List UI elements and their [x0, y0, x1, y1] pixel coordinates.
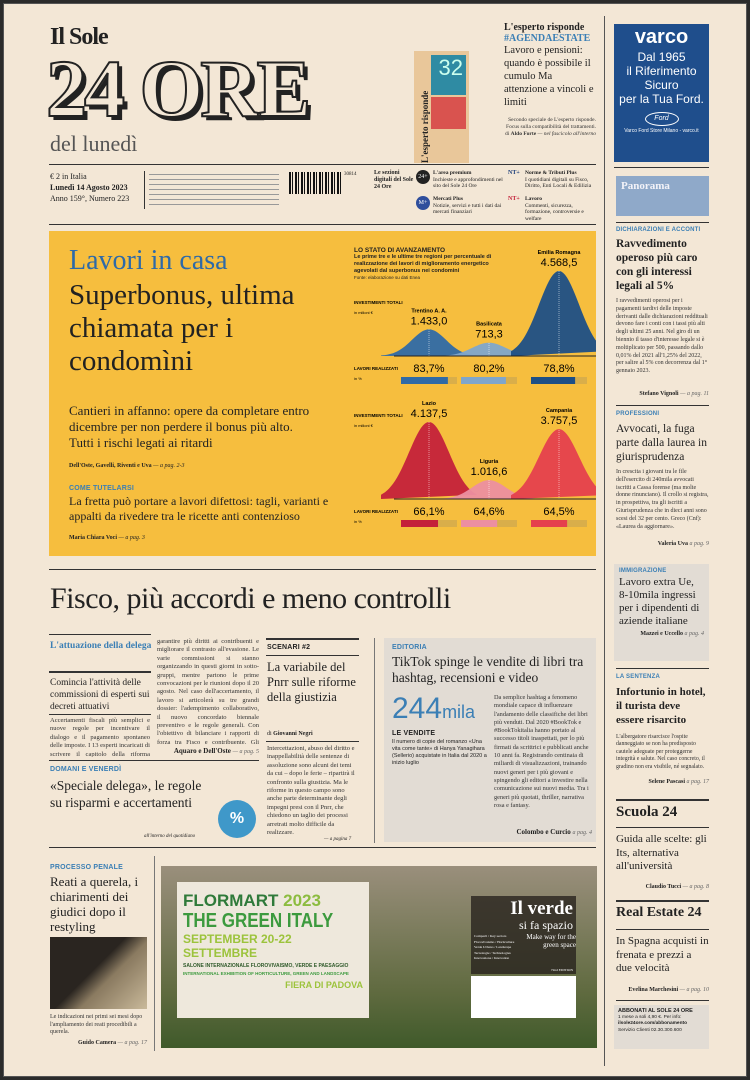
price-supplements-fineprint [149, 172, 279, 208]
stat-desc: Il numero di copie del romanzo «Una vita come tante» di Hanya Yanagihara (Sellerio) acquistate in Italia dal 2020 a inizio luglio [392, 739, 487, 766]
edition-label: 72nd EDITION [550, 968, 573, 972]
percent-label: 83,7% [413, 363, 445, 375]
sub-headline: La fretta può portare a lavori difettosi: tagli, varianti e appalti da rivedere tra le ricette anti contenzioso [69, 494, 329, 523]
scenari-page-ref: — a pagina 7 [324, 837, 352, 842]
barcode-code: 30814 [344, 172, 357, 177]
subscribe-line1: 1 mese a soli 4,90 €. Per info: [618, 1014, 682, 1020]
subscribe-box[interactable] [614, 1005, 709, 1049]
digital-sections-label: Le sezioni digitali del Sole 24 Ore [374, 170, 414, 190]
s4-byline: Selene Pascasi a pag. 17 [648, 779, 709, 785]
promo-kicker: L'esperto risponde [504, 22, 585, 33]
flormart-ad[interactable] [161, 866, 597, 1048]
percent-label: 64,5% [543, 506, 575, 518]
fisco-kicker: L'attuazione della delega [50, 641, 152, 651]
tagline-2: si fa spazio [519, 918, 573, 932]
ad-line4: per la Tua Ford. [619, 92, 704, 106]
tagline-panel [471, 896, 576, 974]
scenari-kicker: SCENARI #2 [267, 644, 311, 651]
s3-story[interactable] [614, 564, 709, 661]
digital-item[interactable]: NT+ Norme & Tributi Plus I quotidiani digitali su Fisco, Diritto, Enti Locali & Edilizia [508, 170, 592, 189]
digital-item[interactable]: NT+ Lavoro Commenti, sicurezza, formazione, controversie e welfare [508, 196, 584, 222]
cover-number: 32 [431, 55, 466, 95]
digital-item[interactable]: 24+ L'area premium Inchieste e approfondimenti nel sito del Sole 24 Ore [416, 170, 504, 190]
flormart-line3: SALONE INTERNAZIONALE FLOROVIVAISMO, VERDE E PAESAGGIO [183, 963, 349, 969]
investment-label: 1.433,0 [410, 315, 448, 328]
curve-emilia-romagna [511, 271, 596, 356]
flormart-line1: THE GREEN ITALY [183, 910, 334, 932]
ad-line1: Dal 1965 [637, 50, 686, 64]
processo-body: Le indicazioni nei primi sei mesi dopo l'ampliamento dei reati procedibili a querela. [50, 1014, 143, 1035]
region-label: Trentino A. A. [411, 308, 447, 315]
flormart-venue: FIERA DI PADOVA [285, 980, 363, 990]
issue-date: Lunedì 14 Agosto 2023 [50, 183, 128, 192]
ford-logo: Ford [645, 112, 679, 126]
digital-sections [416, 170, 596, 220]
tagline-1: Il verde [510, 898, 573, 919]
s3-headline: Lavoro extra Ue, 8-10mila ingressi per i dipendenti di aziende italiane [619, 576, 700, 627]
lead-kicker: Lavori in casa [69, 245, 228, 276]
flormart-line2: SEPTEMBER 20-22 SETTEMBRE [183, 932, 292, 960]
varco-ad[interactable] [614, 24, 709, 162]
axis-label-works: LAVORI REALIZZATI [354, 509, 398, 514]
issue-info [50, 171, 140, 204]
nt-lavoro-badge-icon: NT+ [508, 196, 520, 202]
scuola-section[interactable]: Scuola 24 [616, 804, 678, 820]
axis-label-investment: INVESTIMENTI TOTALI [354, 413, 403, 418]
mercati-badge-icon: M+ [416, 196, 430, 210]
percent-graphic-icon: % [218, 800, 256, 838]
chart-subtitle: Le prime tre e le ultime tre regioni per percentuale di realizzazione dei lavori di miglioramento energetico agevolati dal superbonus nei condomini [354, 254, 492, 274]
sponsor-logos [471, 976, 576, 1018]
curve-campania [511, 429, 596, 499]
subscribe-title: ABBONATI AL SOLE 24 ORE [618, 1008, 693, 1014]
fisco-subhead: Comincia l'attività delle commissioni di esperti sui decreti attuativi [50, 678, 150, 712]
flormart-line4: INTERNATIONAL EXHIBITION OF HORTICULTURE, GREEN AND LANDSCAPE [183, 971, 349, 976]
investment-label: 4.137,5 [410, 408, 448, 421]
tiktok-headline: TikTok spinge le vendite di libri tra hashtag, recensioni e video [392, 654, 584, 685]
percent-bar-fill [401, 520, 438, 527]
percent-bar-fill [531, 520, 567, 527]
fisco-byline: Aquaro e Dell'Oste — a pag. 5 [173, 747, 259, 755]
s2-kicker: PROFESSIONI [616, 411, 660, 417]
axis-label-works-unit: in % [354, 376, 362, 381]
price: € 2 in Italia [50, 172, 87, 181]
region-label: Lazio [421, 401, 437, 408]
axis-label-works: LAVORI REALIZZATI [354, 366, 398, 371]
panorama-header: Panorama [616, 176, 709, 216]
tagline-en: Make way for the green space [526, 933, 576, 949]
region-label: Liguria [479, 459, 499, 466]
fisco-body-2: garantire più diritti ai contribuenti e migliorare il contrasto all'evasione. Le varie commissioni si stanno organizzando in questi giorni in sotto-gruppi, mentre partono le prime convocazioni per le riunioni dopo il 20 agosto. Nel caso dell'accertamento, il lavoro si articolerà su tre grandi dossier: l'adempimento collaborativo, il nuovo concordato biennale preventivo e le regole generali. Con l'obiettivo di bilanciare i rapporti di forza tra Fisco e contribuente. Gli [157, 638, 259, 746]
fisco-body-1: Accertamenti fiscali più semplici e nuove regole per incentivare il dialogo e il pagamento spontaneo delle imposte. I 13 esperti incaricati di scrivere il capitolo della riforma [50, 717, 150, 757]
scenari-headline[interactable]: La variabile del Pnrr sulle riforme della giustizia [267, 660, 356, 704]
region-label: Campania [545, 408, 573, 415]
percent-label: 80,2% [473, 363, 505, 375]
scuola-headline[interactable]: Guida alle scelte: gli Its, alternativa all'università [616, 833, 707, 872]
promo-block[interactable] [504, 22, 596, 138]
premium-badge-icon: 24+ [416, 170, 430, 184]
investment-label: 3.757,5 [540, 415, 578, 428]
investment-chart [349, 231, 596, 556]
lead-headline: Superbonus, ultima chiamata per i condomìni [69, 279, 295, 377]
s1-kicker: DICHIARAZIONI E ACCONTI [616, 227, 701, 233]
flormart-brand: FLORMART 2023 [183, 891, 321, 910]
realestate-byline: Evelina Marchesini — a pag. 10 [628, 987, 709, 993]
percent-bar-fill [461, 377, 506, 384]
chart-source: Fonte: elaborazione su dati Enea [354, 275, 421, 280]
barcode [289, 172, 341, 194]
s4-headline[interactable]: Infortunio in hotel, il turista deve essere risarcito [616, 686, 706, 726]
s4-body: L'albergatore risarcisce l'ospite danneggiato se non ha predisposto cautele adeguate per proteggerne integrità e salute. Nel caso concreto, il gradino non era visibile, né segnalato. [616, 734, 705, 770]
percent-bar-fill [531, 377, 575, 384]
cover-title: L'esperto risponde [420, 90, 430, 163]
speciale-note: all'interno del quotidiano [144, 834, 196, 839]
processo-byline: Guido Camera — a pag. 17 [77, 1040, 147, 1046]
tiktok-byline: Colombo e Curcio a pag. 4 [516, 828, 592, 836]
investment-label: 713,3 [475, 328, 503, 341]
percent-label: 66,1% [413, 506, 445, 518]
s1-byline: Stefano Vignoli — a pag. 11 [639, 391, 709, 397]
promo-body: Secondo speciale de L'esperto risponde. Focus sulla compatibilità del trattamenti. di Aldo Forte — nel fascicolo all'interno [504, 117, 596, 137]
s3-kicker: IMMIGRAZIONE [619, 568, 667, 574]
flormart-panel [177, 882, 369, 1018]
brand-logo: 24 ORE [46, 43, 309, 134]
realestate-section[interactable]: Real Estate 24 [616, 905, 702, 920]
percent-label: 78,8% [543, 363, 575, 375]
judge-photo [50, 937, 147, 1009]
investment-label: 4.568,5 [540, 257, 578, 269]
newspaper-front-page [3, 3, 747, 1077]
chart-title: LO STATO DI AVANZAMENTO [354, 247, 446, 254]
digital-item[interactable]: M+ Mercati Plus Notizie, servizi e tutti i dati dai mercati finanziari [416, 196, 504, 216]
speciale-kicker: DOMANI E VENERDÌ [50, 766, 122, 773]
promo-headline: Lavoro e pensioni: quando è possibile il cumulo Ma attenzione a vincoli e limiti [504, 45, 594, 108]
lead-story[interactable] [49, 231, 596, 556]
percent-bar-fill [461, 520, 497, 527]
processo-kicker: PROCESSO PENALE [50, 864, 124, 871]
s1-body: I ravvedimenti operosi per i pagamenti tardivi delle imposte derivanti dalle dichiarazioni reddituali devono fare i conti con i tassi più alti degli ultimi 25 anni. Nel giro di un biennio il tasso d'interesse legale si è moltiplicato per 500, passando dallo 0,01% del 2021 all'1,25% del 2022, per salire al 5% con decorrenza dal 1° gennaio 2023. [616, 298, 708, 375]
s2-byline: Valeria Uva a pag. 9 [657, 541, 709, 547]
fisco-headline[interactable]: Fisco, più accordi e meno controlli [50, 582, 451, 615]
tiktok-story[interactable] [384, 638, 596, 842]
realestate-headline[interactable]: In Spagna acquisti in frenata e prezzi a due velocità [616, 935, 709, 974]
issue-number: Anno 159°, Numero 223 [50, 194, 130, 203]
ad-line3: Sicuro [644, 78, 679, 92]
edition-name: del lunedì [50, 131, 138, 156]
sub-kicker: COME TUTELARSI [69, 485, 135, 492]
s2-body: In crescita i giovani tra le file dell'esercito di 240mila avvocati iscritti a Cassa forense (ma molte donne rinunciano). Il crollo si registra, in prospettiva, tra gli iscritti a Giurisprudenza che in dieci anni sono scesi del 32 per cento. Greco (Cnf): «Laurea da aggiornare». [616, 469, 709, 530]
nt-badge-icon: NT+ [508, 170, 520, 176]
axis-label-investment: INVESTIMENTI TOTALI [354, 300, 403, 305]
axis-label-investment-unit: in milioni € [354, 310, 373, 315]
s2-headline[interactable]: Avvocati, la fuga parte dalla laurea in giurisprudenza [616, 423, 707, 463]
processo-headline[interactable]: Reati a querela, i chiarimenti dei giudici dopo il restyling [50, 874, 139, 934]
big-stat: 244mila [392, 692, 476, 725]
scuola-byline: Claudio Tucci — a pag. 8 [645, 884, 709, 890]
percent-label: 64,6% [473, 506, 505, 518]
ad-line2: il Riferimento [626, 64, 697, 78]
ad-footer: Varco Ford Store Milano - varco.it [624, 128, 699, 134]
sub-byline: Maria Chiara Voci — a pag. 3 [69, 535, 145, 541]
lead-deck: Cantieri in affanno: opere da completare entro dicembre per non perdere il bonus più alto. Tutti i rischi legati ai ritardi [69, 403, 310, 450]
scenari-body: Intercettazioni, abuso del diritto e inappellabilità delle sentenze di assoluzione sono alcuni dei temi da cui – dopo le ferie – ripartirà il confronto sulla giustizia. Ma le riforme in questo campo sono anche parte determinante degli impegni presi con il Pnrr, che chiedono un taglio dei processi arretrati molto difficile da realizzare. [267, 745, 355, 837]
tiktok-body: Da semplice hashtag a fenomeno mondiale capace di influenzare l'andamento delle classifiche dei libri più venduti. Dal 2020 #BookTok e #BookTokitalia hanno portato al successo titoli inaspettati, per lo più firmati da scrittrici e pubblicati anche 10 anni fa. Registrando centinaia di miliardi di visualizzazioni, trainando nuovi generi per i più giovani e spingendo gli editori a investire nella comunicazione sui nuovi media. Tra i generi più quotati, thriller, narrativa rosa e fantasy. [494, 694, 589, 809]
subscribe-phone: Servizio Clienti 02.30.300.600 [618, 1027, 682, 1033]
subscribe-link[interactable]: ilsole24ore.com/abbonamento [618, 1021, 688, 1026]
stat-kicker: LE VENDITE [392, 730, 436, 737]
lead-byline: Dell'Oste, Gavelli, Riventi e Uva — a pag. 2-3 [69, 463, 185, 469]
investment-label: 1.016,6 [470, 466, 508, 479]
promo-hashtag: #AGENDAESTATE [504, 33, 591, 44]
s1-headline[interactable]: Ravvedimento operoso più caro con gli interessi legali al 5% [616, 238, 698, 292]
scenari-author: di Giovanni Negri [267, 731, 313, 737]
region-label: Emilia Romagna [537, 250, 581, 256]
sectors-list: Comparti / Key sectors Florovivaismo / Horticulture Verde Urbano / Landscape Tecnologie / Technologies Innovazione / Innovation [474, 934, 515, 960]
axis-label-works-unit: in % [354, 519, 362, 524]
region-label: Basilicata [476, 321, 502, 328]
speciale-headline[interactable]: «Speciale delega», le regole su risparmi e accertamenti [50, 778, 202, 810]
s3-byline: Mazzei e Uccello a pag. 4 [640, 631, 704, 637]
brand-top: Il Sole [50, 24, 108, 50]
supplement-cover[interactable] [414, 51, 469, 163]
percent-bar-fill [401, 377, 448, 384]
ad-brand: varco [634, 26, 689, 48]
tiktok-kicker: EDITORIA [392, 644, 427, 651]
cover-illustration [431, 97, 466, 129]
s4-kicker: LA SENTENZA [616, 674, 660, 680]
axis-label-investment-unit: in milioni € [354, 423, 373, 428]
